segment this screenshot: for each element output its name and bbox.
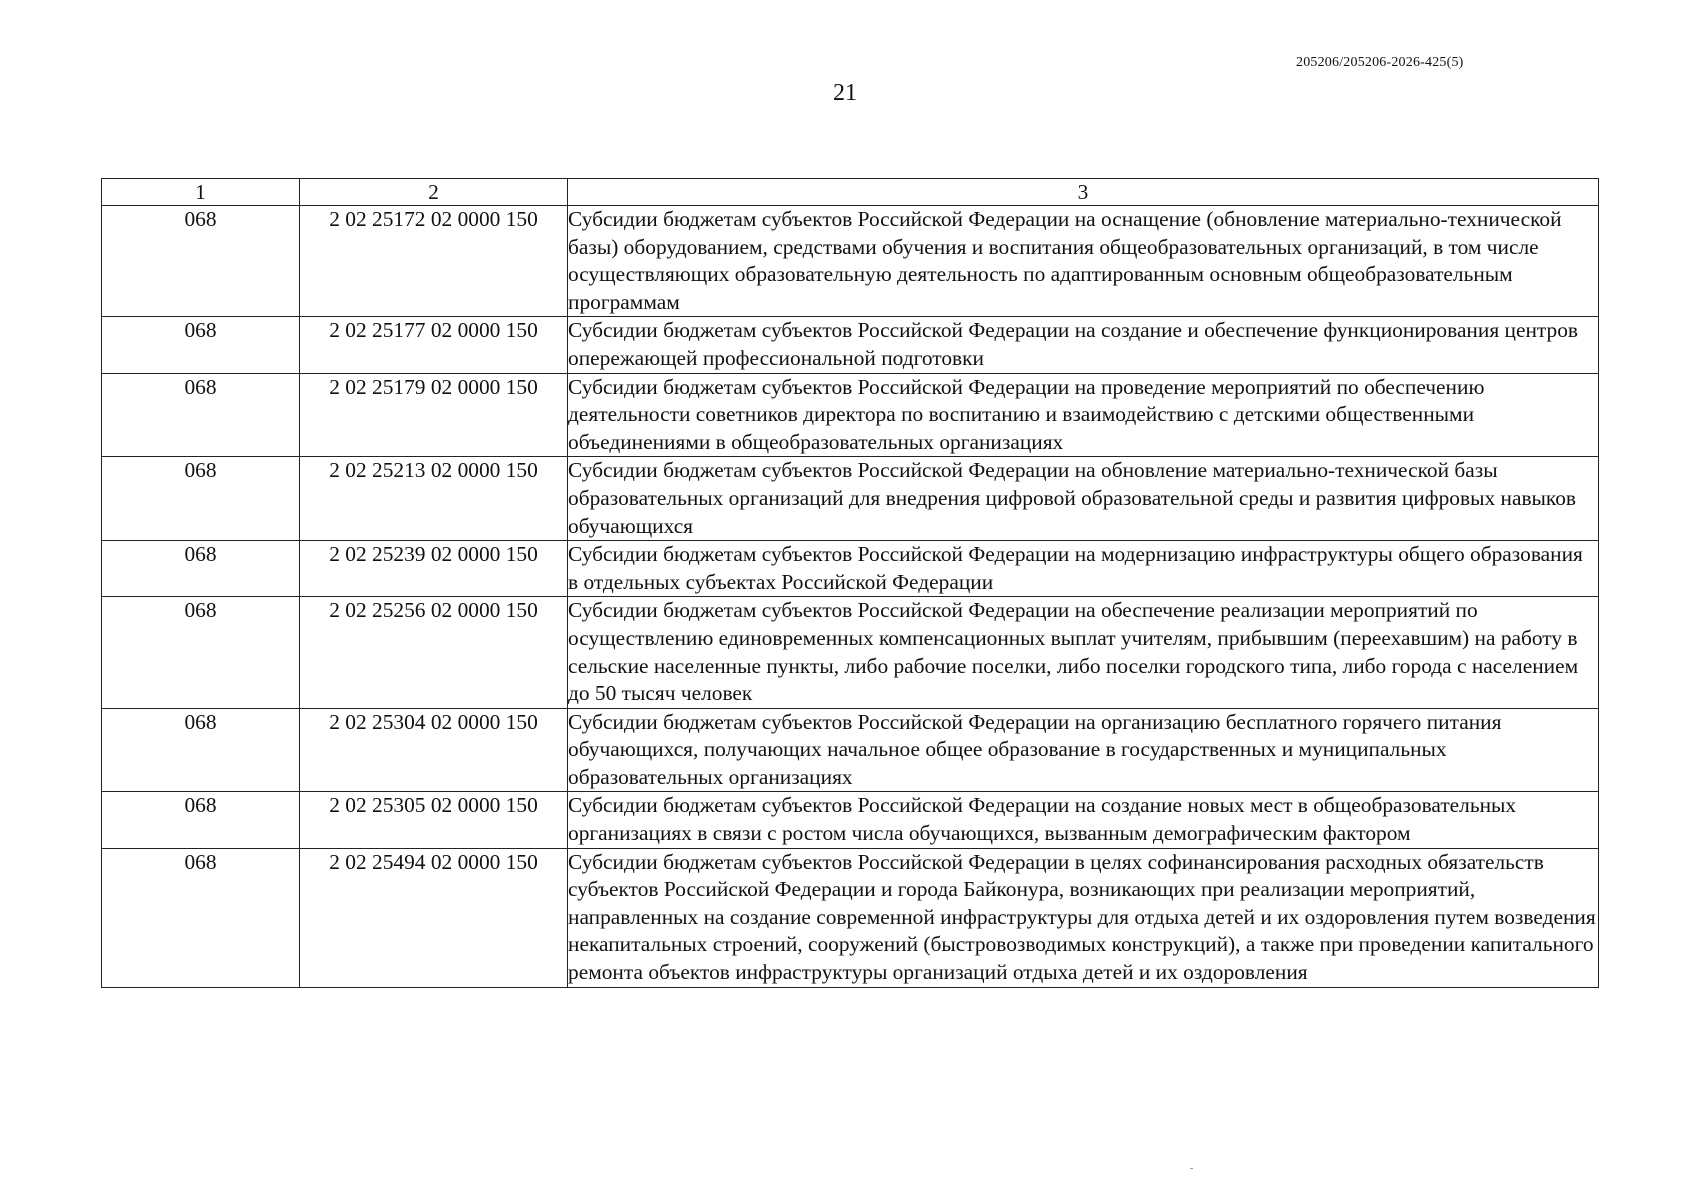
admin-code-cell: 068 xyxy=(102,848,300,987)
column-header-2: 2 xyxy=(300,179,568,206)
budget-code-cell: 2 02 25304 02 0000 150 xyxy=(300,708,568,792)
column-header-1: 1 xyxy=(102,179,300,206)
admin-code-cell: 068 xyxy=(102,597,300,708)
admin-code-cell: 068 xyxy=(102,792,300,848)
column-header-3: 3 xyxy=(568,179,1599,206)
table-row xyxy=(102,373,1599,457)
table-row xyxy=(102,597,1599,708)
budget-code-cell: 2 02 25213 02 0000 150 xyxy=(300,457,568,541)
table-row xyxy=(102,708,1599,792)
admin-code-cell: 068 xyxy=(102,317,300,373)
budget-code-cell: 2 02 25494 02 0000 150 xyxy=(300,848,568,987)
budget-code-cell: 2 02 25256 02 0000 150 xyxy=(300,597,568,708)
page-number: 21 xyxy=(833,80,857,106)
description-cell: Субсидии бюджетам субъектов Российской Федерации на организацию бесплатного горячего питания обучающихся, получающих начальное общее образование в государственных и муниципальных образовательных организациях xyxy=(568,708,1599,792)
admin-code-cell: 068 xyxy=(102,373,300,457)
description-cell: Субсидии бюджетам субъектов Российской Федерации на создание и обеспечение функционирования центров опережающей профессиональной подготовки xyxy=(568,317,1599,373)
table-row xyxy=(102,457,1599,541)
table-row xyxy=(102,792,1599,848)
description-cell: Субсидии бюджетам субъектов Российской Федерации на проведение мероприятий по обеспечению деятельности советников директора по воспитанию и взаимодействию с детскими общественными объединениями в общеобразовательных организациях xyxy=(568,373,1599,457)
budget-code-cell: 2 02 25177 02 0000 150 xyxy=(300,317,568,373)
description-cell: Субсидии бюджетам субъектов Российской Федерации на создание новых мест в общеобразовательных организациях в связи с ростом числа обучающихся, вызванным демографическим фактором xyxy=(568,792,1599,848)
budget-code-cell: 2 02 25172 02 0000 150 xyxy=(300,206,568,317)
table-row xyxy=(102,317,1599,373)
table-row xyxy=(102,848,1599,987)
scan-speck xyxy=(1190,1168,1193,1169)
admin-code-cell: 068 xyxy=(102,708,300,792)
budget-code-cell: 2 02 25179 02 0000 150 xyxy=(300,373,568,457)
document-id: 205206/205206-2026-425(5) xyxy=(1296,55,1464,70)
description-cell: Субсидии бюджетам субъектов Российской Федерации на оснащение (обновление материально-технической базы) оборудованием, средствами обучения и воспитания общеобразовательных организаций, в том числе осуществляющих образовательную деятельность по адаптированным основным общеобразовательным программам xyxy=(568,206,1599,317)
description-cell: Субсидии бюджетам субъектов Российской Федерации на модернизацию инфраструктуры общего образования в отдельных субъектах Российской Федерации xyxy=(568,541,1599,597)
description-cell: Субсидии бюджетам субъектов Российской Федерации на обновление материально-технической базы образовательных организаций для внедрения цифровой образовательной среды и развития цифровых навыков обучающихся xyxy=(568,457,1599,541)
table-header-row xyxy=(102,179,1599,206)
admin-code-cell: 068 xyxy=(102,206,300,317)
revenue-codes-table xyxy=(101,178,1599,988)
table-row xyxy=(102,206,1599,317)
budget-code-cell: 2 02 25239 02 0000 150 xyxy=(300,541,568,597)
budget-code-cell: 2 02 25305 02 0000 150 xyxy=(300,792,568,848)
admin-code-cell: 068 xyxy=(102,541,300,597)
description-cell: Субсидии бюджетам субъектов Российской Федерации на обеспечение реализации мероприятий по осуществлению единовременных компенсационных выплат учителям, прибывшим (переехавшим) на работу в сельские населенные пункты, либо рабочие поселки, либо поселки городского типа, либо города с населением до 50 тысяч человек xyxy=(568,597,1599,708)
description-cell: Субсидии бюджетам субъектов Российской Федерации в целях софинансирования расходных обязательств субъектов Российской Федерации и города Байконура, возникающих при реализации мероприятий, направленных на создание современной инфраструктуры для отдыха детей и их оздоровления путем возведения некапитальных строений, сооружений (быстровозводимых конструкций), а также при проведении капитального ремонта объектов инфраструктуры организаций отдыха детей и их оздоровления xyxy=(568,848,1599,987)
table-row xyxy=(102,541,1599,597)
admin-code-cell: 068 xyxy=(102,457,300,541)
